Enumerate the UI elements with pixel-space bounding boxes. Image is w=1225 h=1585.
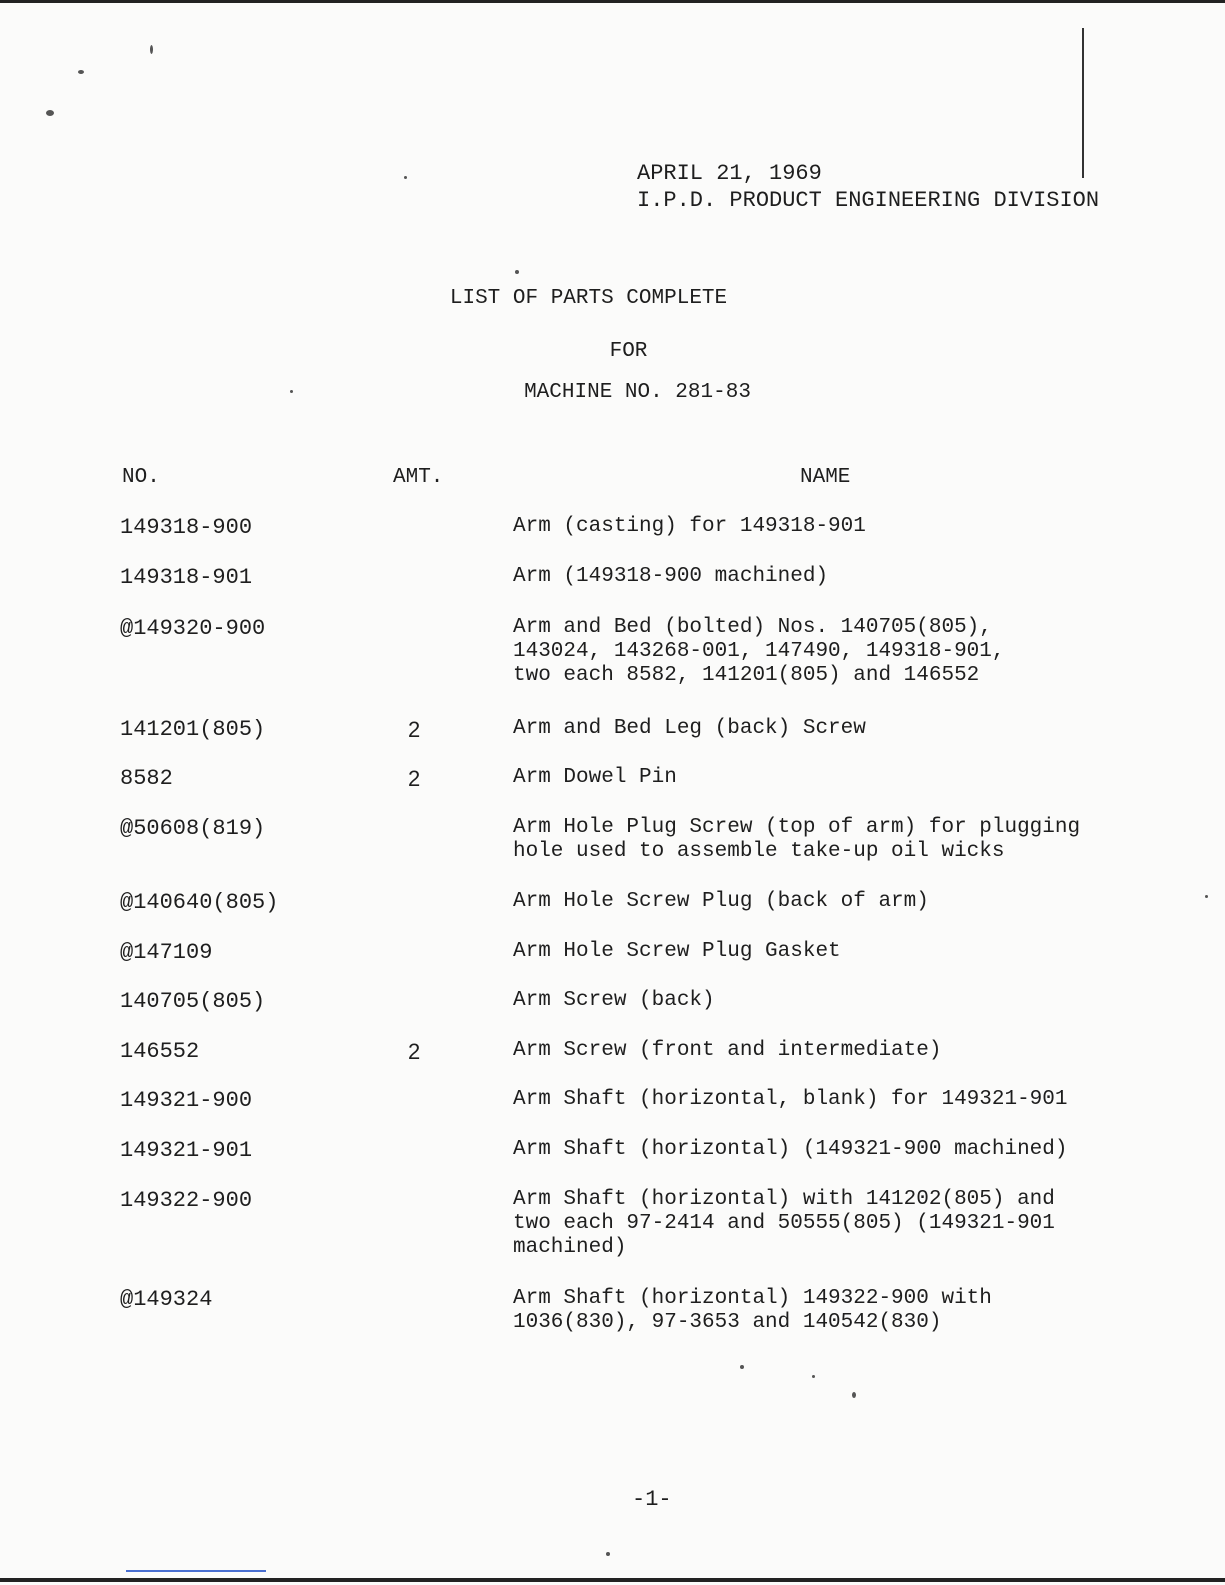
part-name: Arm Shaft (horizontal) 149322-900 with 1036(830), 97-3653 and 140542(830) — [513, 1287, 992, 1334]
part-number: 149321-900 — [120, 1088, 253, 1113]
part-number: @140640(805) — [120, 890, 279, 915]
header-division: I.P.D. PRODUCT ENGINEERING DIVISION — [637, 188, 1100, 213]
part-number: 149318-900 — [120, 515, 253, 540]
top-border — [0, 0, 1225, 3]
part-number: 141201(805) — [120, 717, 266, 742]
margin-mark — [1082, 28, 1084, 178]
part-name: Arm Hole Plug Screw (top of arm) for plugging hole used to assemble take-up oil wicks — [513, 816, 1081, 863]
document-title: LIST OF PARTS COMPLETE — [449, 287, 728, 310]
part-name: Arm and Bed (bolted) Nos. 140705(805), 143024, 143268-001, 147490, 149318-901, two each 8582, 141201(805) and 146552 — [513, 616, 1005, 687]
part-name: Arm Screw (front and intermediate) — [513, 1039, 942, 1062]
part-name: Arm (149318-900 machined) — [513, 565, 829, 588]
part-name: Arm Hole Screw Plug Gasket — [513, 940, 841, 963]
part-name: Arm Shaft (horizontal) (149321-900 machined) — [513, 1138, 1068, 1161]
scan-speck — [290, 390, 293, 393]
scan-speck — [150, 45, 153, 54]
part-name: Arm Hole Screw Plug (back of arm) — [513, 890, 929, 913]
scan-speck — [1205, 895, 1208, 898]
part-name: Arm Shaft (horizontal) with 141202(805) and two each 97-2414 and 50555(805) (149321-901 machined) — [513, 1188, 1055, 1259]
part-number: @50608(819) — [120, 816, 266, 841]
document-title-for: FOR — [609, 340, 648, 363]
part-number: @149320-900 — [120, 616, 266, 641]
bottom-link-mark — [126, 1570, 266, 1572]
part-name: Arm and Bed Leg (back) Screw — [513, 717, 866, 740]
column-header-name: NAME — [800, 466, 851, 489]
part-number: @147109 — [120, 940, 213, 965]
part-number: @149324 — [120, 1287, 213, 1312]
part-number: 149322-900 — [120, 1188, 253, 1213]
document-title-machine: MACHINE NO. 281-83 — [524, 381, 751, 404]
scan-speck — [78, 70, 84, 74]
part-name: Arm Screw (back) — [513, 989, 715, 1012]
column-header-no: NO. — [122, 466, 160, 489]
header-date: APRIL 21, 1969 — [637, 161, 822, 186]
part-number: 149318-901 — [120, 565, 253, 590]
scan-speck — [740, 1365, 744, 1369]
part-number: 8582 — [120, 766, 173, 791]
part-name: Arm Dowel Pin — [513, 766, 677, 789]
part-number: 140705(805) — [120, 989, 266, 1014]
part-amount: 2 — [408, 717, 421, 742]
part-name: Arm Shaft (horizontal, blank) for 149321-901 — [513, 1088, 1068, 1111]
column-header-amt: AMT. — [393, 466, 444, 489]
part-number: 146552 — [120, 1039, 200, 1064]
document-header — [637, 160, 1099, 214]
scan-speck — [515, 270, 519, 274]
scan-speck — [606, 1552, 610, 1556]
page-number: -1- — [632, 1487, 672, 1512]
part-name: Arm (casting) for 149318-901 — [513, 515, 866, 538]
part-amount: 2 — [408, 1039, 421, 1064]
scan-speck — [812, 1375, 815, 1378]
scan-speck — [46, 110, 54, 116]
part-amount: 2 — [408, 766, 421, 791]
bottom-border — [0, 1578, 1225, 1582]
scan-speck — [852, 1392, 856, 1398]
scan-speck — [404, 176, 407, 179]
part-number: 149321-901 — [120, 1138, 253, 1163]
